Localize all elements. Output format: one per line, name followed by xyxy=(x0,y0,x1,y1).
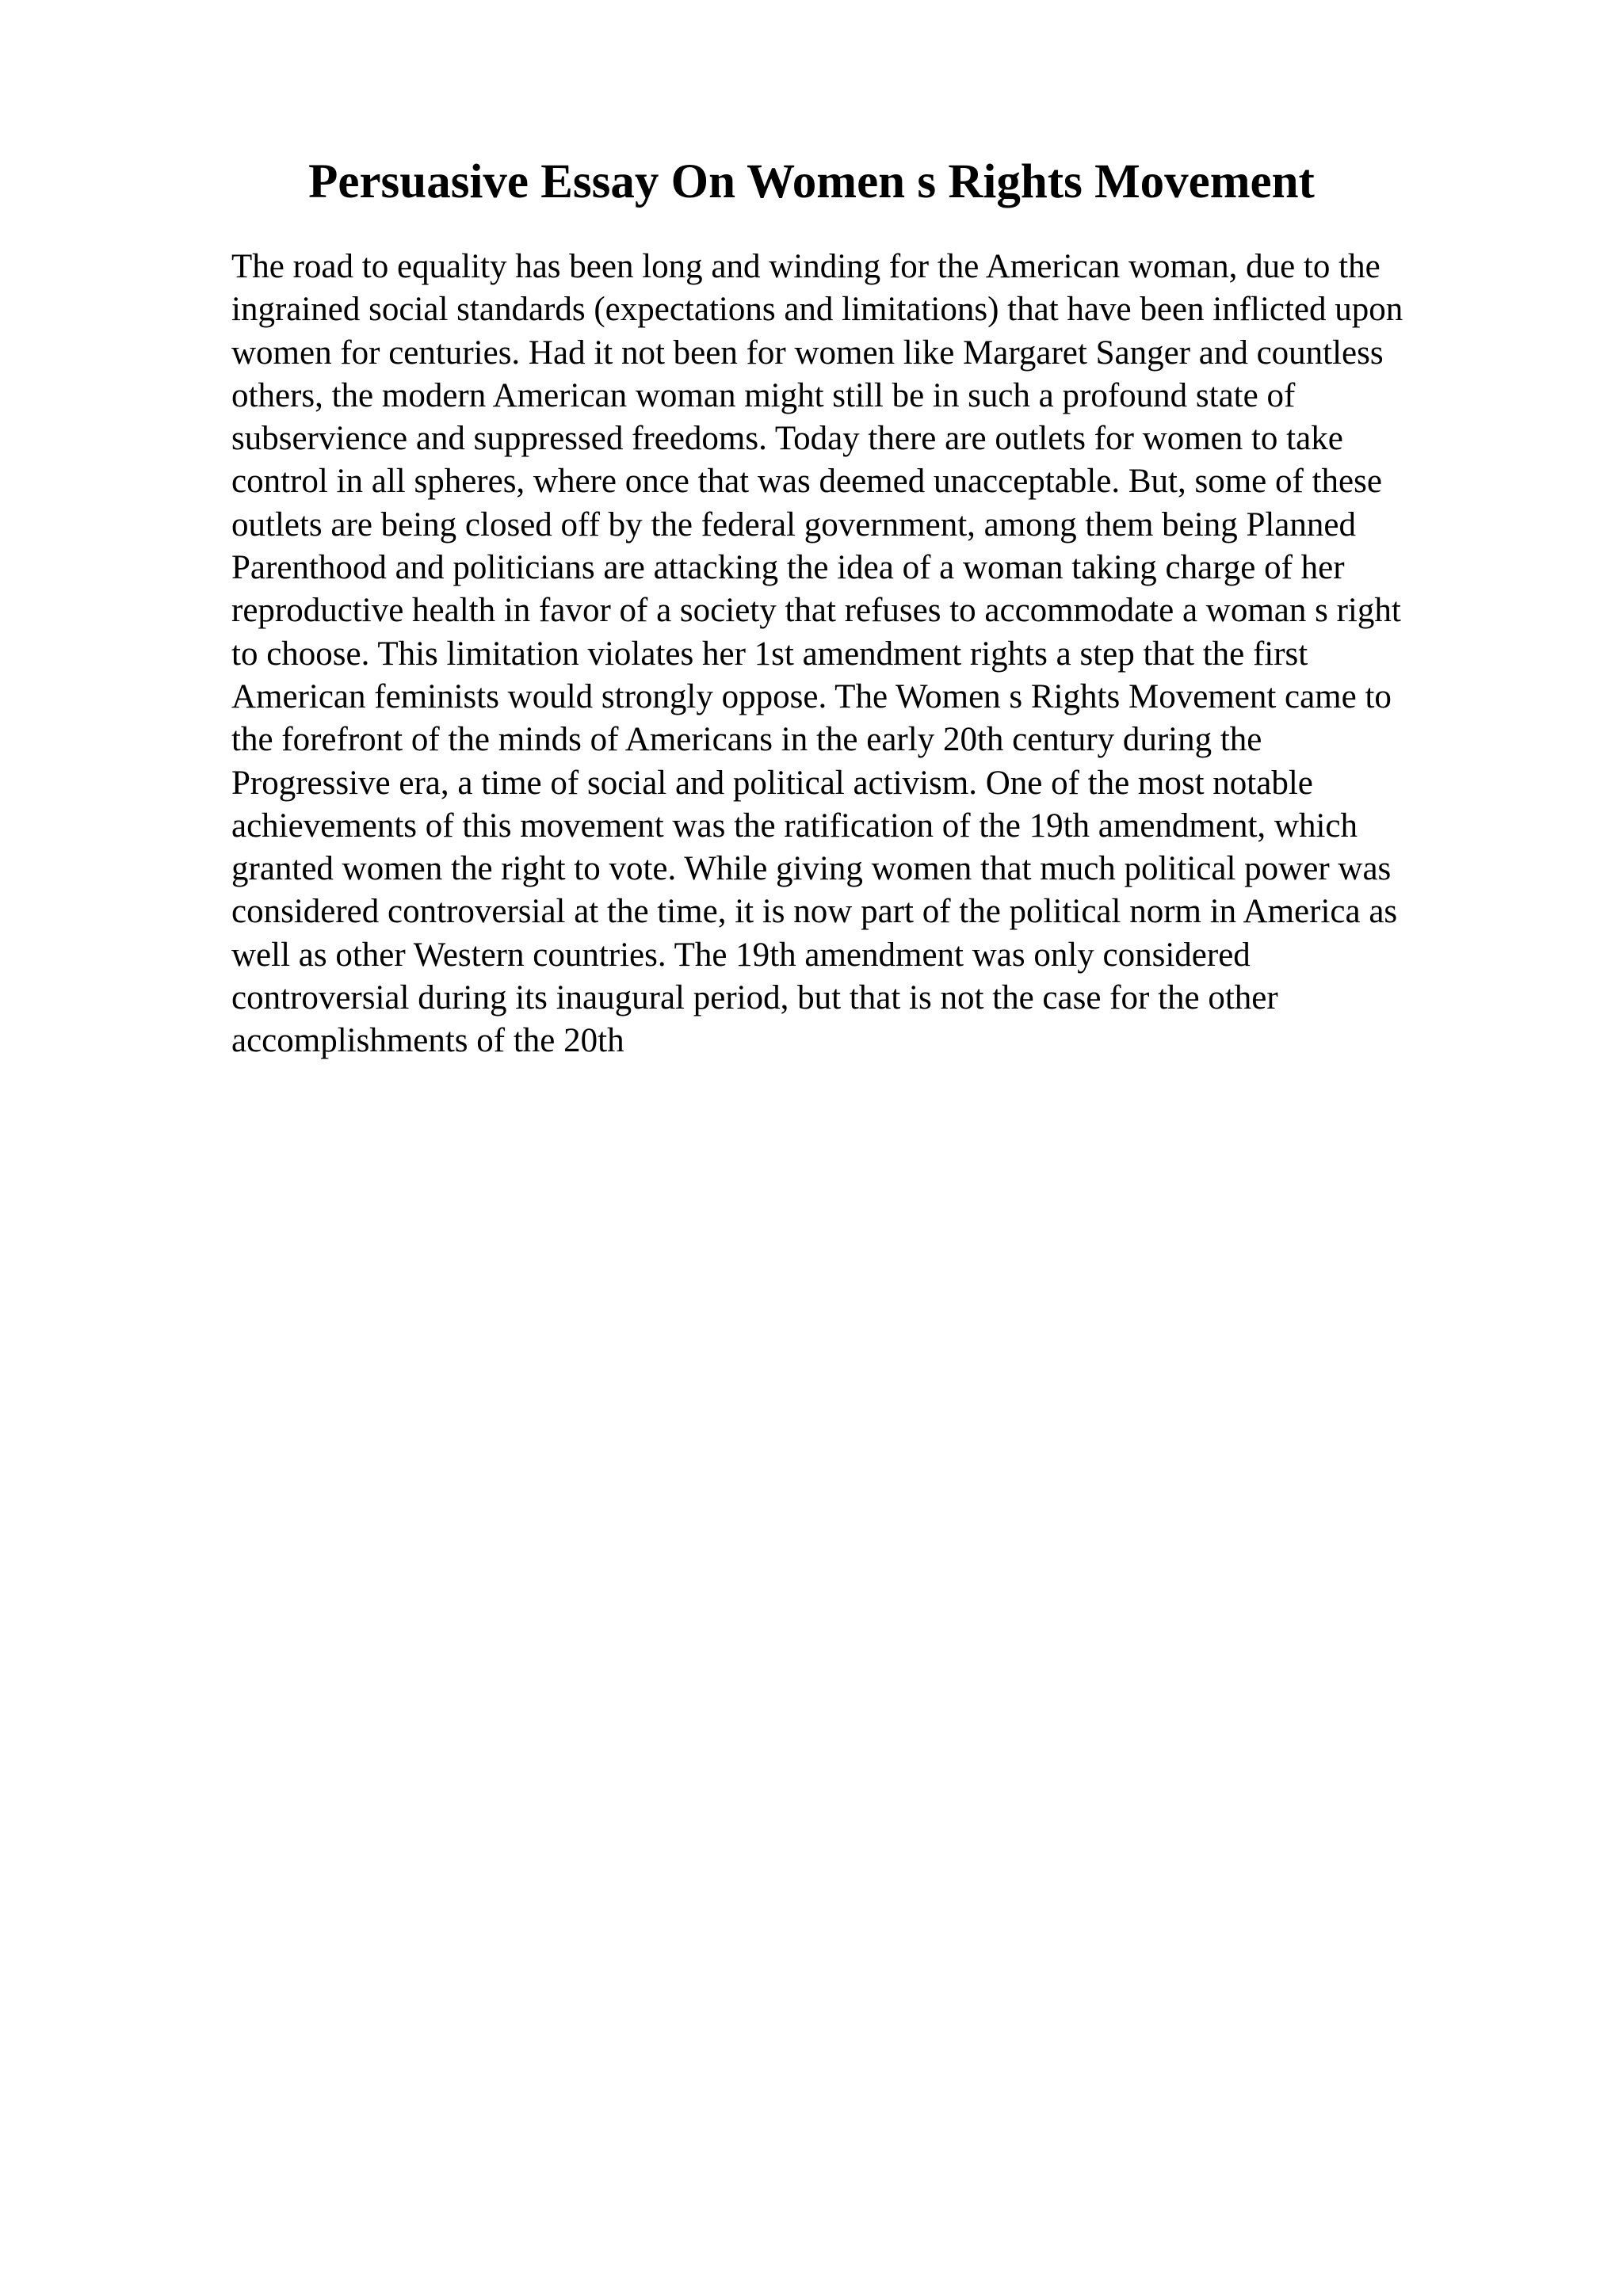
body-line: controversial during its inaugural period, but that is not the case for the other xyxy=(231,979,1278,1017)
body-line: ingrained social standards (expectations and limitations) that have been inflicted upon xyxy=(231,291,1403,329)
body-line: outlets are being closed off by the federal government, among them being Planned xyxy=(231,505,1356,543)
body-line: considered controversial at the time, it is now part of the political norm in America as xyxy=(231,893,1398,931)
body-line: control in all spheres, where once that was deemed unacceptable. But, some of these xyxy=(231,463,1382,501)
body-line: others, the modern American woman might still be in such a profound state of xyxy=(231,376,1296,414)
body-line: to choose. This limitation violates her 1st amendment rights a step that the first xyxy=(231,635,1308,673)
document-body xyxy=(231,246,1547,1063)
body-line: accomplishments of the 20th xyxy=(231,1022,624,1060)
body-line: reproductive health in favor of a society that refuses to accommodate a woman s right xyxy=(231,592,1401,630)
body-line: American feminists would strongly oppose. The Women s Rights Movement came to xyxy=(231,677,1392,715)
body-line: granted women the right to vote. While giving women that much political power was xyxy=(231,850,1392,888)
body-line: women for centuries. Had it not been for women like Margaret Sanger and countless xyxy=(231,334,1384,372)
body-line: Progressive era, a time of social and political activism. One of the most notable xyxy=(231,764,1313,802)
body-line: the forefront of the minds of Americans in the early 20th century during the xyxy=(231,721,1262,759)
body-line: achievements of this movement was the ratification of the 19th amendment, which xyxy=(231,807,1358,845)
body-line: well as other Western countries. The 19th amendment was only considered xyxy=(231,936,1251,974)
body-line: The road to equality has been long and winding for the American woman, due to the xyxy=(231,248,1381,285)
document-title: Persuasive Essay On Women s Rights Movement xyxy=(308,155,1315,208)
body-line: Parenthood and politicians are attacking the idea of a woman taking charge of her xyxy=(231,549,1345,587)
body-line: subservience and suppressed freedoms. Today there are outlets for women to take xyxy=(231,420,1343,458)
